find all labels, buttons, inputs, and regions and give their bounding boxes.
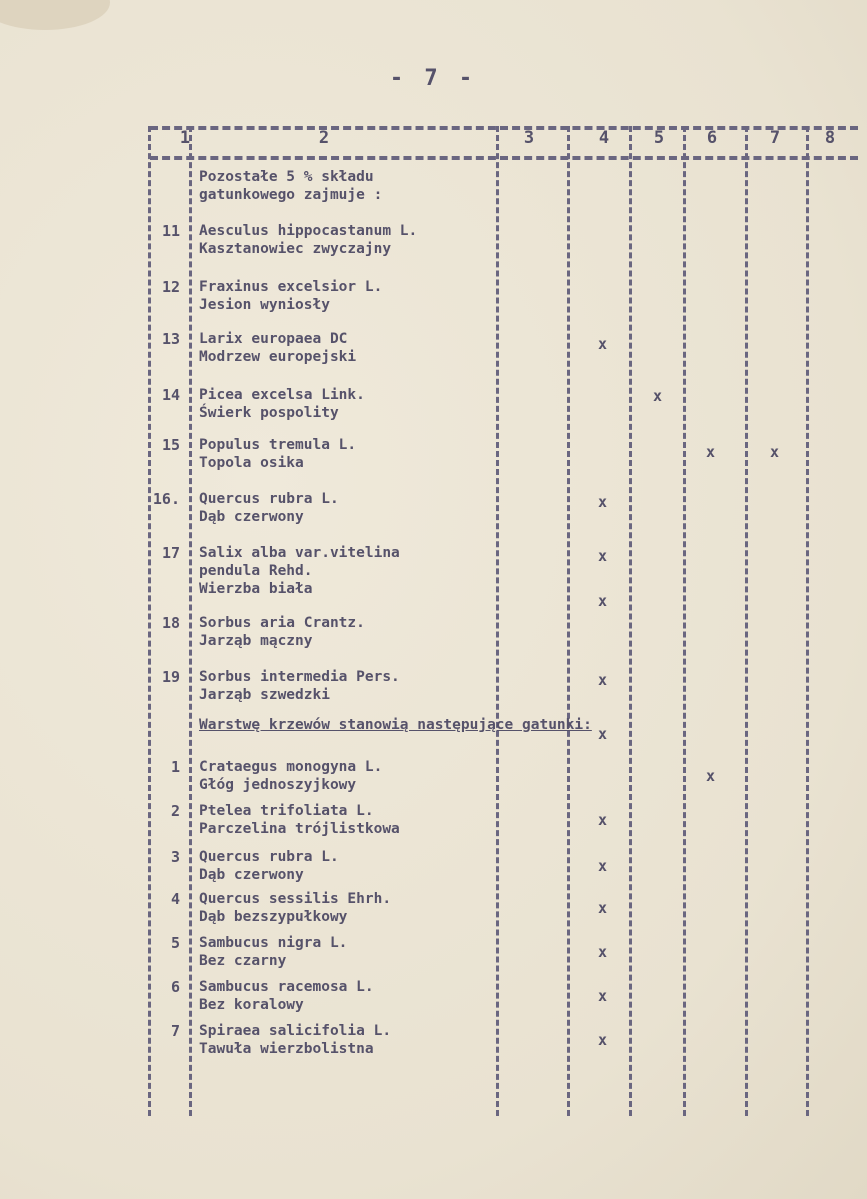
column-divider <box>806 126 809 1116</box>
shrub-latin-name: Spiraea salicifolia L. <box>199 1023 392 1039</box>
column-header-6: 6 <box>706 128 718 148</box>
shrub-mark-col-4: x <box>598 943 608 961</box>
shrub-common-name: Tawuła wierzbolistna <box>199 1041 374 1057</box>
shrub-latin-name: Crataegus monogyna L. <box>199 759 383 775</box>
shrub-latin-name: Quercus sessilis Ehrh. <box>199 891 392 907</box>
tree-common-name: Dąb czerwony <box>199 509 304 525</box>
shrub-mark-col-4: x <box>598 899 608 917</box>
tree-mark-col-5: x <box>653 387 663 405</box>
tree-mark-col-4: x <box>598 335 608 353</box>
tree-latin-name: Aesculus hippocastanum L. <box>199 223 418 239</box>
column-divider <box>567 126 570 1116</box>
shrub-number: 1 <box>170 758 180 776</box>
shrub-number: 7 <box>170 1022 180 1040</box>
shrub-common-name: Parczelina trójlistkowa <box>199 821 400 837</box>
tree-number: 14 <box>161 386 180 404</box>
tree-number: 17 <box>161 544 180 562</box>
tree-common-name: Świerk pospolity <box>199 405 339 421</box>
shrub-mark-col-4: x <box>598 811 608 829</box>
tree-mark-col-6: x <box>706 443 716 461</box>
tree-latin-name: Populus tremula L. <box>199 437 357 453</box>
column-header-1: 1 <box>179 128 191 148</box>
tree-number: 11 <box>161 222 180 240</box>
tree-latin-name: Picea excelsa Link. <box>199 387 365 403</box>
tree-mark-col-4: x <box>598 725 608 743</box>
tree-latin-name: Fraxinus excelsior L. <box>199 279 383 295</box>
tree-number: 16. <box>152 490 180 508</box>
shrub-number: 5 <box>170 934 180 952</box>
tree-common-name: Modrzew europejski <box>199 349 357 365</box>
page-number: - 7 - <box>389 66 477 91</box>
shrub-common-name: Bez koralowy <box>199 997 304 1013</box>
shrub-latin-name: Sambucus racemosa L. <box>199 979 374 995</box>
tree-number: 15 <box>161 436 180 454</box>
shrub-number: 2 <box>170 802 180 820</box>
tree-latin-name: Salix alba var.vitelina <box>199 545 400 561</box>
column-header-8: 8 <box>824 128 836 148</box>
shrub-number: 3 <box>170 848 180 866</box>
column-header-5: 5 <box>653 128 665 148</box>
column-divider <box>496 126 499 1116</box>
shrub-latin-name: Quercus rubra L. <box>199 849 339 865</box>
shrub-common-name: Dąb bezszypułkowy <box>199 909 348 925</box>
column-divider <box>683 126 686 1116</box>
tree-common-name: Topola osika <box>199 455 304 471</box>
tree-mark-col-4: x <box>598 592 608 610</box>
shrub-common-name: Bez czarny <box>199 953 287 969</box>
tree-latin-name: Sorbus intermedia Pers. <box>199 669 400 685</box>
column-divider <box>629 126 632 1116</box>
tree-mark-col-4: x <box>598 547 608 565</box>
tree-number: 18 <box>161 614 180 632</box>
tree-common-name: Jarząb mączny <box>199 633 313 649</box>
paper-stain <box>0 0 110 30</box>
tree-mark-col-4: x <box>598 493 608 511</box>
tree-number: 12 <box>161 278 180 296</box>
section-heading: Warstwę krzewów stanowią następujące gatunki: <box>199 717 592 733</box>
shrub-latin-name: Sambucus nigra L. <box>199 935 348 951</box>
column-divider <box>745 126 748 1116</box>
tree-latin-name: Larix europaea DC <box>199 331 348 347</box>
column-header-2: 2 <box>318 128 330 148</box>
shrub-mark-col-4: x <box>598 1031 608 1049</box>
tree-mark-col-4: x <box>598 671 608 689</box>
table-header-rule <box>150 156 858 160</box>
shrub-mark-col-6: x <box>706 767 716 785</box>
table-top-rule <box>150 126 858 130</box>
tree-common-name: Jesion wyniosły <box>199 297 330 313</box>
shrub-common-name: Dąb czerwony <box>199 867 304 883</box>
column-header-4: 4 <box>598 128 610 148</box>
shrub-mark-col-4: x <box>598 987 608 1005</box>
shrub-mark-col-4: x <box>598 857 608 875</box>
tree-number: 13 <box>161 330 180 348</box>
shrub-number: 4 <box>170 890 180 908</box>
shrub-common-name: Głóg jednoszyjkowy <box>199 777 357 793</box>
column-divider <box>189 126 192 1116</box>
tree-latin-name: Quercus rubra L. <box>199 491 339 507</box>
column-header-3: 3 <box>523 128 535 148</box>
tree-common-name: Kasztanowiec zwyczajny <box>199 241 392 257</box>
column-header-7: 7 <box>769 128 781 148</box>
tree-common-name: Wierzba biała <box>199 581 313 597</box>
tree-number: 19 <box>161 668 180 686</box>
tree-latin-name: Sorbus aria Crantz. <box>199 615 365 631</box>
tree-common-name: Jarząb szwedzki <box>199 687 330 703</box>
tree-mark-col-7: x <box>770 443 780 461</box>
intro-line-1: Pozostałe 5 % składu <box>199 169 374 185</box>
shrub-latin-name: Ptelea trifoliata L. <box>199 803 374 819</box>
shrub-number: 6 <box>170 978 180 996</box>
intro-line-2: gatunkowego zajmuje : <box>199 187 383 203</box>
tree-common-name: pendula Rehd. <box>199 563 313 579</box>
